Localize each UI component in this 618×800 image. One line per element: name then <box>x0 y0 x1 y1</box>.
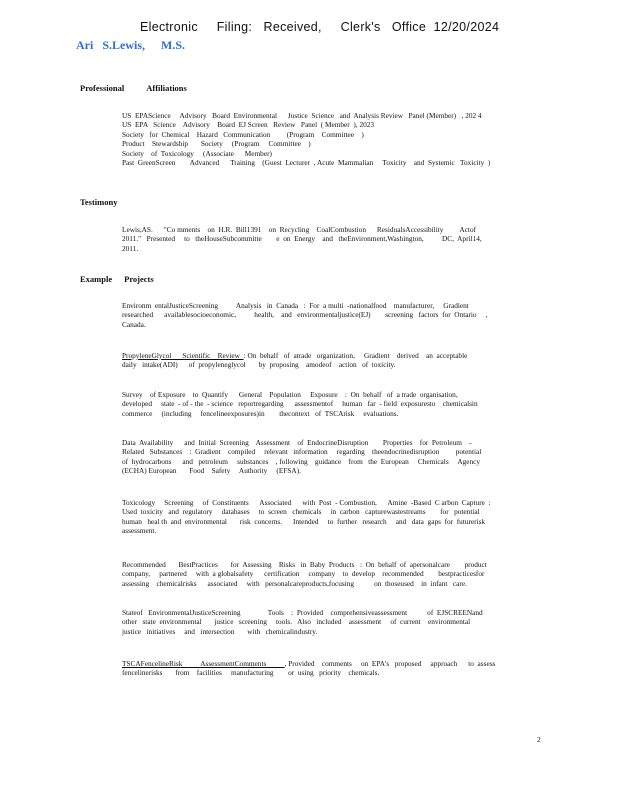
projects-heading-word1: Example <box>80 274 113 284</box>
project-line: commerce (including fencelineexposures)in thecontext of TSCArisk evaluations. <box>122 408 399 418</box>
project-entry <box>122 351 547 370</box>
project-entry <box>122 498 547 536</box>
testimony-line: Lewis,AS. "Co mments on H.R. Bill1391 on Recycling CoalCombustion ResidualsAccessibility Actof <box>122 225 477 234</box>
affiliation-item: Society for Chemical Hazard Communication (Program Committee ) <box>122 129 364 139</box>
project-line <box>122 351 547 360</box>
affiliation-item: Society of Toxicology (Associate Member) <box>122 148 272 158</box>
project-line: Stateof EnvironmentalJusticeScreening Tools : Provided comprehensiveassessment of EJSCREENand <box>122 608 483 617</box>
project-line: fencelinerisks from facilities manufacturing or using priority chemicals. <box>122 668 380 678</box>
project-line: Toxicology Screening of Constituents Associated with Post - Combustion, Amine -Based C arbon Capture : <box>122 498 491 507</box>
project-title-underlined: PropyleneGlycol Scientific Review <box>122 351 244 360</box>
project-line-text: : On behalf of atrade organization, Gradient derived an acceptable <box>243 351 468 360</box>
project-line: assessing chemicalrisks associated with personalcareproducts,focusing on thoseused in infant care. <box>122 578 467 588</box>
testimony-line: 2011. <box>122 243 139 253</box>
testimony-entry <box>122 225 547 253</box>
project-title-underlined: TSCAFencelineRisk AssessmentComments <box>122 659 285 668</box>
author-credential: M.S. <box>161 38 185 52</box>
testimony-line: 2011." Presented to theHouseSubcommitte e on Energy and theEnvironment,Washington, DC, April14, <box>122 234 482 244</box>
project-entry <box>122 301 547 329</box>
testimony-heading: Testimony <box>80 197 118 207</box>
affiliations-heading-word1: Professional <box>80 83 125 93</box>
affiliations-heading-word2: Affiliations <box>146 83 187 93</box>
project-entry <box>122 560 547 588</box>
project-line: Recommended BestPractices for Assessing Risks in Baby Products : On behalf of apersonalcare product <box>122 560 487 569</box>
author-name: Ari S.Lewis, <box>76 38 145 52</box>
project-line: other state environmental justice screening tools. Also included assessment of current environmental <box>122 617 471 627</box>
project-entry <box>122 659 547 678</box>
project-line: daily intake(ADI) of propyleneglycol by proposing amodeof action of toxicity. <box>122 360 396 370</box>
project-line: Related Substances : Gradient compiled relevant information regarding theendocrinedisruption potential <box>122 447 482 457</box>
projects-heading-word2: Projects <box>124 274 154 284</box>
project-line: of hydrocarbons and petroleum substances , following guidance from the European Chemicals Agency <box>122 456 481 466</box>
project-line: (ECHA) European Food Safety Authority (EFSA). <box>122 466 301 476</box>
page-number: 2 <box>537 735 541 744</box>
affiliations-list <box>122 111 547 167</box>
project-entry <box>122 608 547 636</box>
project-line: developed state - of - the - science reportregarding assessmentof human far - field exposuresto chemicalsin <box>122 399 478 409</box>
project-line <box>122 659 547 668</box>
affiliation-item: Product Stewardship Society (Program Committee ) <box>122 139 311 149</box>
project-line: company, partnered with a globalsafety certification company to develop recommended bestpracticesfor <box>122 569 485 579</box>
author-name-line <box>76 38 185 53</box>
affiliations-heading <box>80 83 187 93</box>
filing-stamp: Electronic Filing: Received, Clerk's Office 12/20/2024 <box>140 20 500 34</box>
affiliation-item: US EPA Science Advisory Board EJ Screen Review Panel ( Member ), 2023 <box>122 120 375 130</box>
project-entry <box>122 438 547 476</box>
affiliation-item: Past GreenScreen Advanced Training (Guest Lecturer , Acute Mammalian Toxicity and Systemic Toxicity ) <box>122 158 491 168</box>
affiliation-item: US EPAScience Advisory Board Environmental Justice Science and Analysis Review Panel (Member) , 202 4 <box>122 111 482 120</box>
project-line: Survey of Exposure to Quantify General Population Exposure : On behalf of a trade organisation, <box>122 390 458 399</box>
projects-heading <box>80 274 154 284</box>
project-line: justice initiatives and intersection with chemicalindustry. <box>122 626 318 636</box>
project-line: researched availablesocioeconomic, health, and environmentaljustice(EJ) screening factors for Ontario , <box>122 310 488 320</box>
project-line: human heal th and environmental risk concerns. Intended to further research and data gaps for futurerisk <box>122 516 486 526</box>
project-line: assessment. <box>122 526 157 536</box>
project-entry <box>122 390 547 418</box>
project-line: Used toxicity and regulatory databases to screen chemicals in carbon capturewastestreams for potential <box>122 507 480 517</box>
project-line: Canada. <box>122 319 146 329</box>
project-line: Environm entalJusticeScreening Analysis in Canada : For a multi -nationalfood manufacturer, Gradient <box>122 301 469 310</box>
project-line: Data Availability and Initial Screening Assessment of EndocrineDisruption Properties for Petroleum - <box>122 438 472 447</box>
project-line-text: , Provided comments on EPA's proposed approach to assess <box>284 659 496 668</box>
